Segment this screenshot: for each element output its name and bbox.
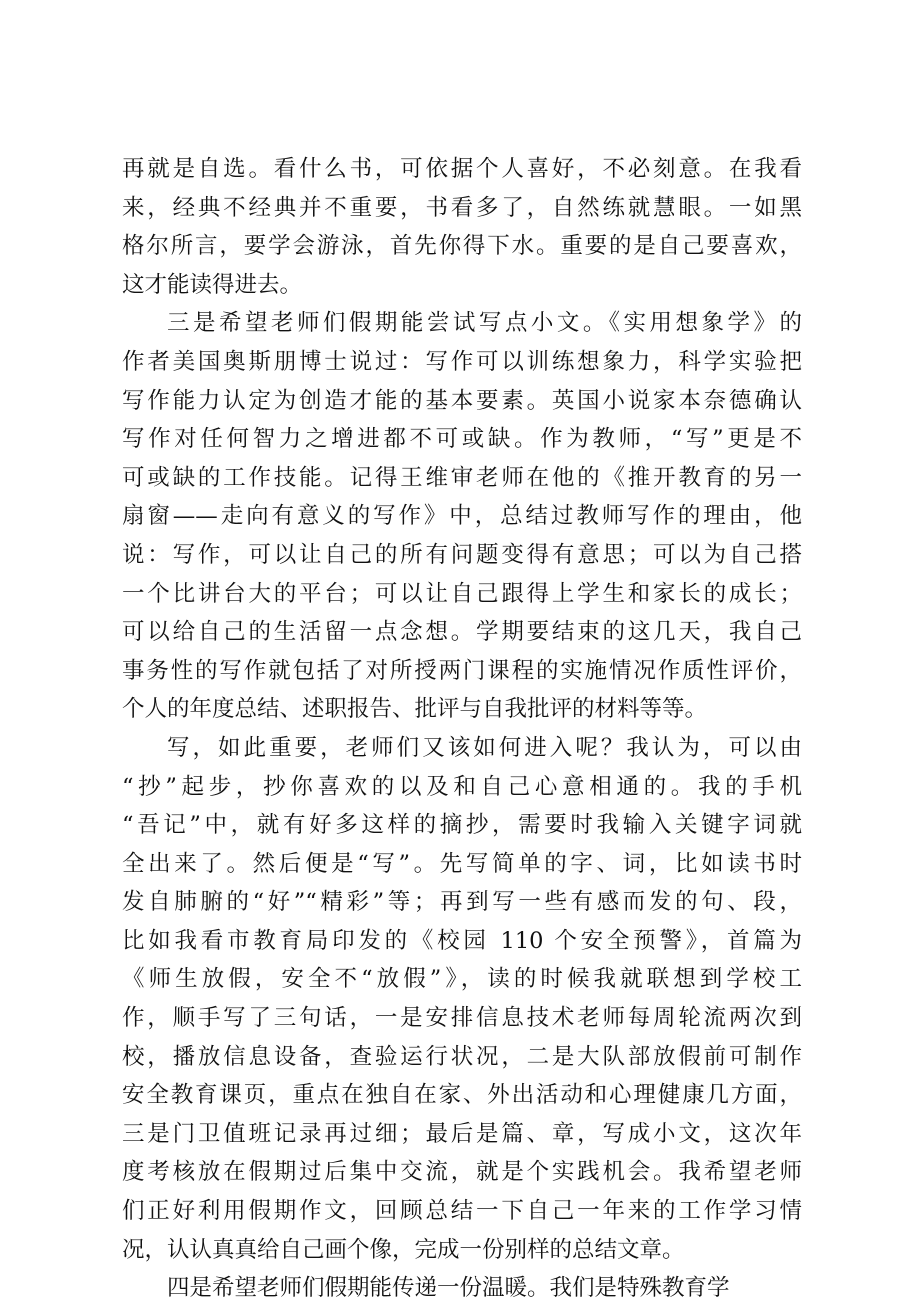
text-line: 校，播放信息设备，查验运行状况，二是大队部放假前可制作 <box>122 1043 802 1070</box>
text-line: 作者美国奥斯朋博士说过：写作可以训练想象力，科学实验把 <box>122 348 802 375</box>
paragraph-start-line: 三是希望老师们假期能尝试写点小文。《实用想象学》的 <box>167 310 802 337</box>
text-line: “吾记”中，就有好多这样的摘抄，需要时我输入关键字词就 <box>122 812 802 839</box>
text-line: 作，顺手写了三句话，一是安排信息技术老师每周轮流两次到 <box>122 1005 802 1032</box>
text-line: 来，经典不经典并不重要，书看多了，自然练就慧眼。一如黑 <box>122 194 802 221</box>
text-line: 可以给自己的生活留一点念想。学期要结束的这几天，我自己 <box>122 619 802 646</box>
text-line: 写作对任何智力之增进都不可或缺。作为教师，“写”更是不 <box>122 426 802 453</box>
paragraph-start-line: 写，如此重要，老师们又该如何进入呢？我认为，可以由 <box>167 734 802 761</box>
text-line: 可或缺的工作技能。记得王维审老师在他的《推开教育的另一 <box>122 464 802 491</box>
text-line: 安全教育课页，重点在独自在家、外出活动和心理健康几方面， <box>122 1082 802 1109</box>
text-line: 三是门卫值班记录再过细；最后是篇、章，写成小文，这次年 <box>122 1120 802 1147</box>
text-line: 格尔所言，要学会游泳，首先你得下水。重要的是自己要喜欢， <box>122 233 802 260</box>
text-line: 《师生放假，安全不“放假”》，读的时候我就联想到学校工 <box>122 966 802 993</box>
text-line: 扇窗——走向有意义的写作》中，总结过教师写作的理由，他 <box>122 503 802 530</box>
text-line: 事务性的写作就包括了对所授两门课程的实施情况作质性评价， <box>122 657 802 684</box>
text-line: 个人的年度总结、述职报告、批评与自我批评的材料等等。 <box>122 696 708 723</box>
text-line: 说：写作，可以让自己的所有问题变得有意思；可以为自己搭 <box>122 541 802 568</box>
document-body <box>122 150 802 1308</box>
text-line: 一个比讲台大的平台；可以让自己跟得上学生和家长的成长； <box>122 580 802 607</box>
text-line: 这才能读得进去。 <box>122 271 303 298</box>
text-line: 们正好利用假期作文，回顾总结一下自己一年来的工作学习情 <box>122 1198 802 1225</box>
text-line: 全出来了。然后便是“写”。先写简单的字、词，比如读书时 <box>122 850 802 877</box>
text-line: 比如我看市教育局印发的《校园 110 个安全预警》，首篇为 <box>122 927 802 954</box>
paragraph-start-line: 四是希望老师们假期能传递一份温暖。我们是特殊教育学 <box>167 1275 730 1302</box>
text-line: 写作能力认定为创造才能的基本要素。英国小说家本奈德确认 <box>122 387 802 414</box>
text-line: 发自肺腑的“好”“精彩”等；再到写一些有感而发的句、段， <box>122 889 802 916</box>
text-line: 再就是自选。看什么书，可依据个人喜好，不必刻意。在我看 <box>122 156 802 182</box>
text-line: “抄”起步，抄你喜欢的以及和自己心意相通的。我的手机 <box>122 773 802 800</box>
text-line: 况，认认真真给自己画个像，完成一份别样的总结文章。 <box>122 1236 685 1263</box>
text-line: 度考核放在假期过后集中交流，就是个实践机会。我希望老师 <box>122 1159 802 1186</box>
